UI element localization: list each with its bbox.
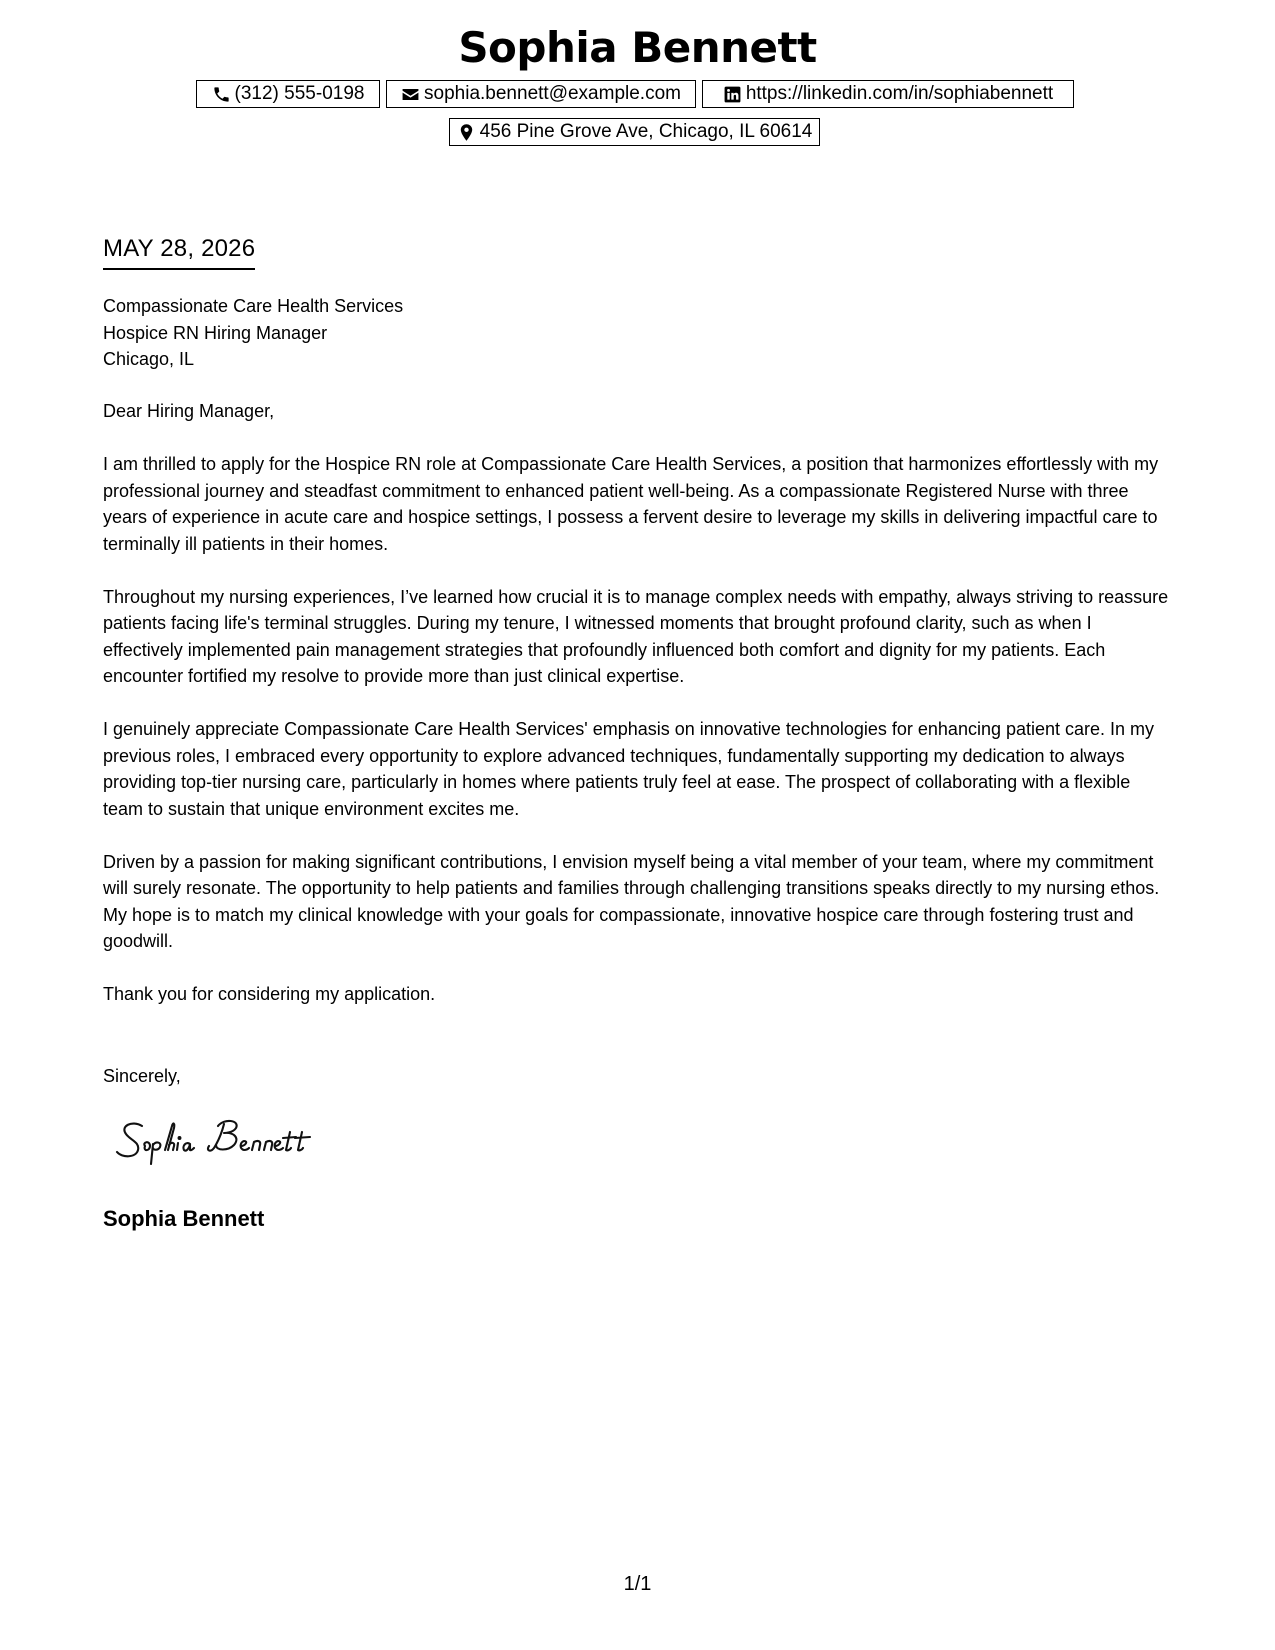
body-paragraph: Thank you for considering my application. [103, 984, 436, 1004]
body-paragraph: Throughout my nursing experiences, I’ve learned how crucial it is to manage complex needs with empathy, always striving to reassure patients facing life's terminal struggles. During my tenure, I witnessed moments that brought profound clarity, such as when I effectively implemented pain management strategies that profoundly influenced both comfort and dignity for my patients. Each encounter fortified my resolve to provide more than just clinical expertise. [103, 586, 1169, 686]
phone-contact [196, 80, 380, 108]
address-contact [449, 118, 820, 146]
body-paragraph: Driven by a passion for making significant contributions, I envision myself being a vital member of your team, where my commitment will surely resonate. The opportunity to help patients and families through challenging transitions speaks directly to my nursing ethos. My hope is to match my clinical knowledge with your goals for compassionate, innovative hospice care through fostering trust and goodwill. [103, 851, 1160, 951]
phone-text: (312) 555-0198 [234, 83, 365, 104]
map-marker-icon [457, 123, 476, 142]
letter-date: MAY 28, 2026 [103, 233, 255, 270]
phone-icon [212, 85, 231, 104]
envelope-icon [401, 85, 420, 104]
letter-body [103, 398, 1175, 1034]
linkedin-icon [723, 85, 742, 104]
body-paragraph: I am thrilled to apply for the Hospice RN role at Compassionate Care Health Services, a position that harmonizes effortlessly with my professional journey and steadfast commitment to enhanced patient well-being. As a compassionate Registered Nurse with three years of experience in acute care and hospice settings, I possess a fervent desire to leverage my skills in delivering impactful care to terminally ill patients in their homes. [103, 454, 1159, 554]
closing: Sincerely, [103, 1066, 181, 1086]
salutation: Dear Hiring Manager, [103, 401, 275, 421]
linkedin-contact [702, 80, 1074, 108]
address-text: 456 Pine Grove Ave, Chicago, IL 60614 [479, 121, 813, 142]
recipient-title: Hospice RN Hiring Manager [103, 322, 328, 343]
signer-name: Sophia Bennett [103, 1206, 265, 1231]
email-contact [386, 80, 696, 108]
signature-image [112, 1114, 352, 1170]
recipient-location: Chicago, IL [103, 349, 195, 369]
recipient-company: Compassionate Care Health Services [103, 296, 404, 316]
email-text: sophia.bennett@example.com [424, 83, 681, 104]
page-number: 1/1 [623, 1573, 652, 1595]
linkedin-text: https://linkedin.com/in/sophiabennett [745, 83, 1054, 104]
body-paragraph: I genuinely appreciate Compassionate Care Health Services' emphasis on innovative technologies for enhancing patient care. In my previous roles, I embraced every opportunity to explore advanced techniques, fundamentally supporting my dedication to always providing top-tier nursing care, particularly in homes where patients truly feel at ease. The prospect of collaborating with a flexible team to sustain that unique environment excites me. [103, 719, 1155, 819]
applicant-name: Sophia Bennett [458, 23, 817, 72]
recipient-block [103, 293, 403, 373]
